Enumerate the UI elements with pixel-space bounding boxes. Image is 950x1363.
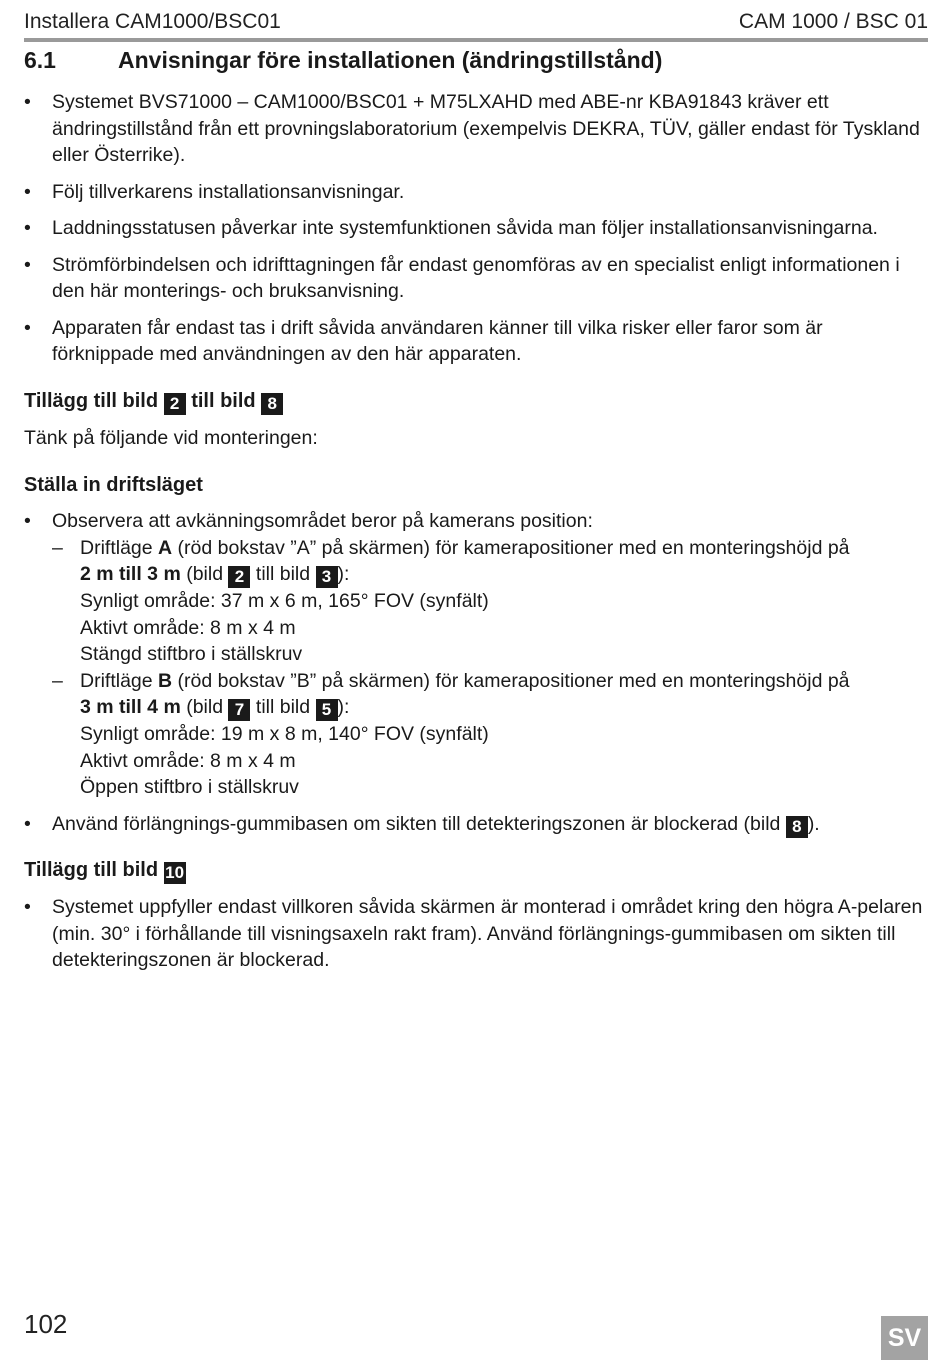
figure-ref-badge: 3 [316, 566, 338, 588]
list-item: • Följ tillverkarens installationsanvisningar. [24, 179, 928, 206]
language-badge: SV [881, 1316, 928, 1360]
mode-a-fig-post: ): [337, 563, 350, 585]
mode-a-height: 2 m till 3 m [80, 563, 181, 585]
figure-ref-badge: 10 [165, 863, 185, 882]
mode-a-visible: Synligt område: 37 m x 6 m, 165° FOV (synfält) [80, 590, 489, 612]
mode-b-letter: B [158, 669, 173, 692]
mode-b-pre: Driftläge [80, 669, 159, 692]
list-item: • Strömförbindelsen och idrifttagningen får endast genomföras av en specialist enligt informationen i den här monterings- och bruksanvisning. [24, 252, 928, 305]
mode-b-line [80, 668, 928, 695]
mode-b-fig-post: ): [337, 696, 350, 718]
section-title: Anvisningar före installationen (ändringstillstånd) [118, 47, 663, 73]
section-number: 6.1 [24, 47, 56, 73]
intro-list [24, 89, 928, 368]
header-product: CAM 1000 / BSC 01 [738, 10, 928, 33]
mode-a-line [80, 535, 928, 562]
list-item: • Apparaten får endast tas i drift såvida användaren känner till vilka risker eller faror som är förknippade med användningen av den här apparaten. [24, 315, 928, 368]
mode-a-fig-mid: till bild [250, 563, 316, 585]
supplement-middle: till bild [191, 390, 256, 412]
mode-a-pre: Driftläge [80, 536, 159, 559]
mode-b-visible: Synligt område: 19 m x 8 m, 140° FOV (synfält) [80, 723, 489, 745]
mode-b-desc: (röd bokstav ”B” på skärmen) för kamerapositioner med en monteringshöjd på [172, 669, 850, 692]
mode-a-bridge: Stängd stiftbro i ställskruv [80, 643, 303, 665]
section-heading [24, 44, 928, 76]
supplement-prefix: Tillägg till bild [24, 390, 159, 412]
page-number: 102 [24, 1309, 68, 1339]
figure-ref-badge: 7 [228, 699, 250, 721]
mode-a-desc: (röd bokstav ”A” på skärmen) för kamerapositioner med en monteringshöjd på [172, 536, 850, 559]
supplement-heading-2 [24, 856, 186, 884]
list-item: • Laddningsstatusen påverkar inte systemfunktionen såvida man följer installationsanvisningarna. [24, 215, 928, 242]
mode-b-fig-mid: till bild [250, 696, 316, 718]
extension-base-text: Använd förlängnings-gummibasen om sikten till detekteringszonen är blockerad (bild [52, 812, 786, 835]
figure-ref-badge: 8 [786, 816, 808, 838]
supplement-prefix: Tillägg till bild [24, 859, 159, 881]
supplement-heading-1 [24, 387, 283, 415]
figure-ref-badge: 5 [316, 699, 338, 721]
mode-a-letter: A [158, 536, 173, 559]
mode-list [24, 508, 928, 838]
figure-ref-badge: 2 [164, 393, 186, 415]
supplement-list-2 [24, 894, 928, 974]
figure-ref-badge: 2 [228, 566, 250, 588]
mode-a-fig-pre: (bild [180, 563, 229, 585]
list-item: • Systemet BVS71000 – CAM1000/BSC01 + M75LXAHD med ABE-nr KBA91843 kräver ett ändringstillstånd från ett provningslaboratorium (exempelvis DEKRA, TÜV, gäller endast för Tyskland eller Österrike). [24, 89, 928, 169]
mode-a-active: Aktivt område: 8 m x 4 m [80, 616, 296, 639]
mode-a-item [52, 535, 928, 668]
extension-base-close: ). [807, 812, 820, 835]
mode-b-bridge: Öppen stiftbro i ställskruv [80, 776, 299, 798]
header-rule [24, 38, 928, 42]
mode-b-height: 3 m till 4 m [80, 696, 181, 718]
mode-b-height-line [80, 694, 928, 721]
running-header [24, 8, 928, 36]
list-item: • Systemet uppfyller endast villkoren såvida skärmen är monterad i området kring den högra A-pelaren (min. 30° i förhållande till visningsaxeln rakt fram). Använd förlängnings-gummibasen om sikten till detekteringszonen är blockerad. [24, 894, 928, 974]
mode-intro: • Observera att avkänningsområdet beror på kamerans position: [52, 510, 593, 532]
mode-b-item [52, 668, 928, 801]
mode-b-fig-pre: (bild [180, 696, 229, 718]
mode-heading: Ställa in driftsläget [24, 474, 203, 496]
figure-ref-badge: 8 [261, 393, 283, 415]
supplement-text-1: Tänk på följande vid monteringen: [24, 427, 318, 449]
mode-b-active: Aktivt område: 8 m x 4 m [80, 749, 296, 772]
list-item [24, 508, 928, 801]
mode-a-height-line [80, 561, 928, 588]
header-chapter: Installera CAM1000/BSC01 [24, 10, 281, 33]
list-item [24, 811, 928, 838]
